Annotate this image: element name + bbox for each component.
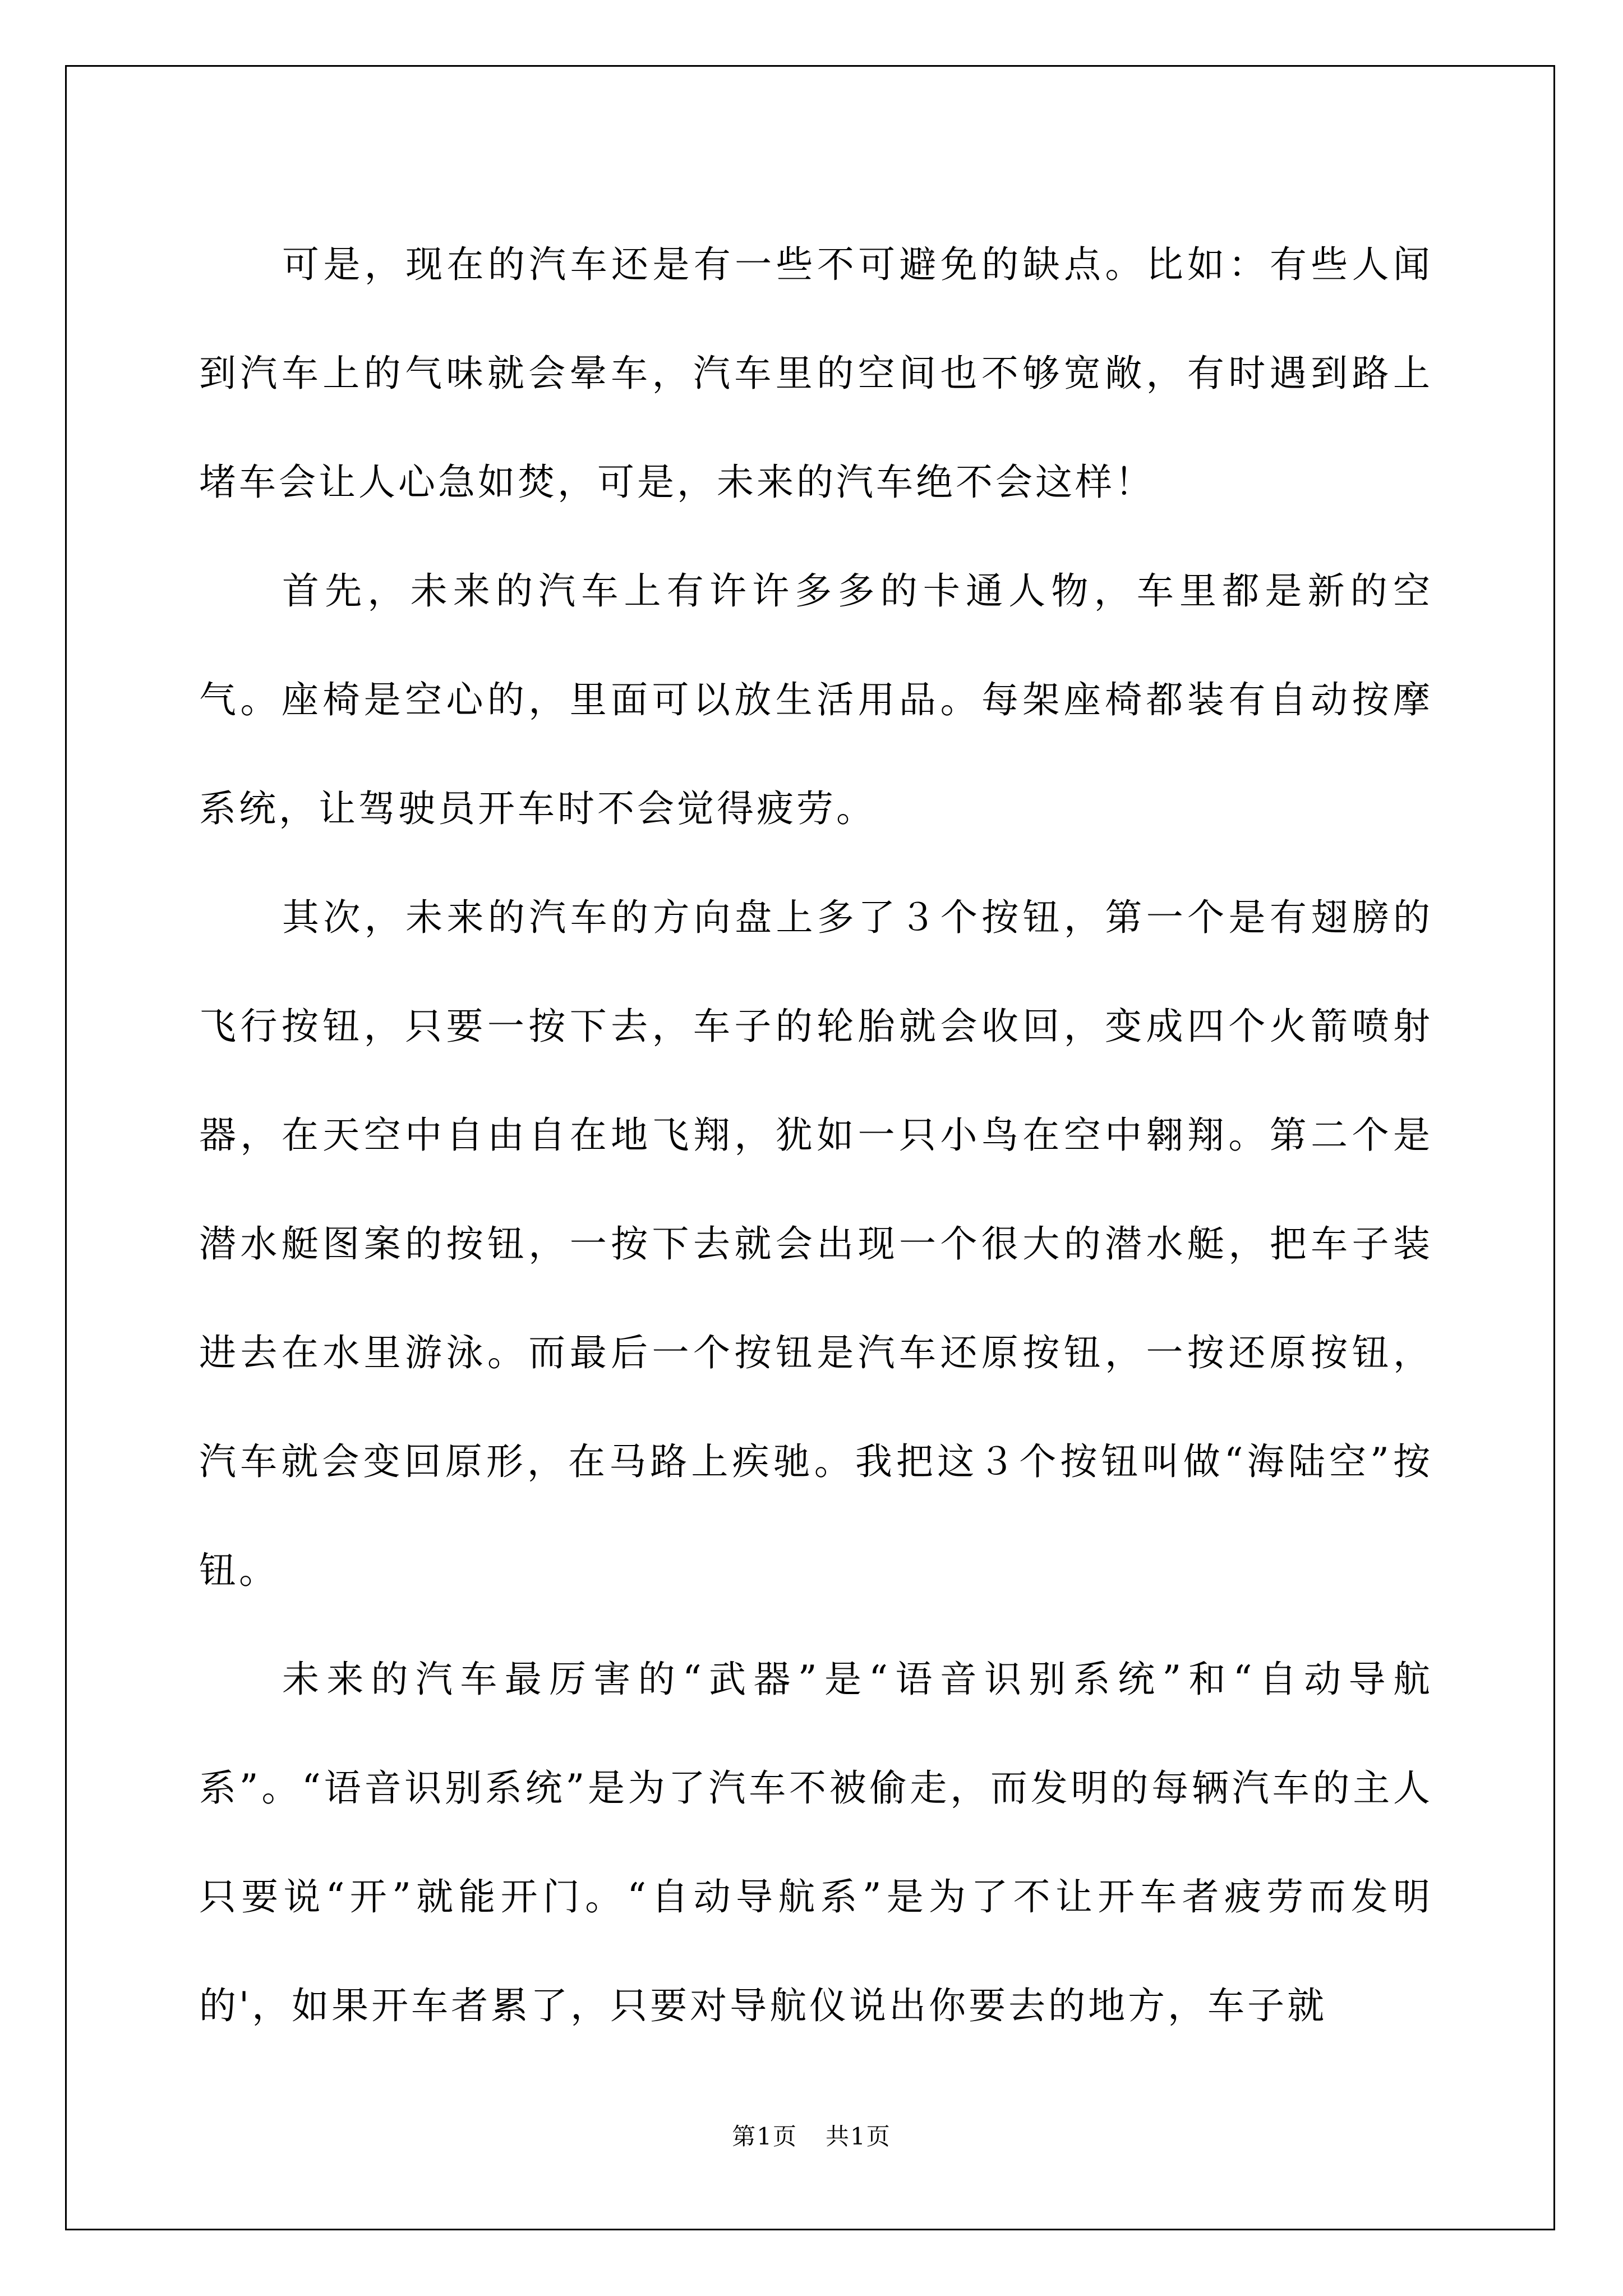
page-footer xyxy=(0,2118,1623,2152)
document-body xyxy=(199,210,1433,2060)
paragraph-1: 可是，现在的汽车还是有一些不可避免的缺点。比如：有些人闻到汽车上的气味就会晕车，汽车里的空间也不够宽敞，有时遇到路上堵车会让人心急如焚，可是，未来的汽车绝不会这样！ xyxy=(199,243,1433,504)
paragraph-2: 首先，未来的汽车上有许许多多的卡通人物，车里都是新的空气。座椅是空心的，里面可以放生活用品。每架座椅都装有自动按摩系统，让驾驶员开车时不会觉得疲劳。 xyxy=(199,569,1433,830)
paragraph-3: 其次，未来的汽车的方向盘上多了３个按钮，第一个是有翅膀的飞行按钮，只要一按下去，车子的轮胎就会收回，变成四个火箭喷射器，在天空中自由自在地飞翔，犹如一只小鸟在空中翱翔。第二个是潜水艇图案的按钮，一按下去就会出现一个很大的潜水艇，把车子装进去在水里游泳。而最后一个按钮是汽车还原按钮，一按还原按钮，汽车就会变回原形，在马路上疾驰。我把这３个按钮叫做“海陆空”按钮。 xyxy=(199,896,1433,1592)
page-number: 第1页 xyxy=(732,2123,797,2150)
page-count: 共1页 xyxy=(826,2123,891,2150)
paragraph-4: 未来的汽车最厉害的“武器”是“语音识别系统”和“自动导航系”。“语音识别系统”是为了汽车不被偷走，而发明的每辆汽车的主人只要说“开”就能开门。“自动导航系”是为了不让开车者疲劳而发明的'，如果开车者累了，只要对导航仪说出你要去的地方，车子就 xyxy=(199,1658,1433,2027)
